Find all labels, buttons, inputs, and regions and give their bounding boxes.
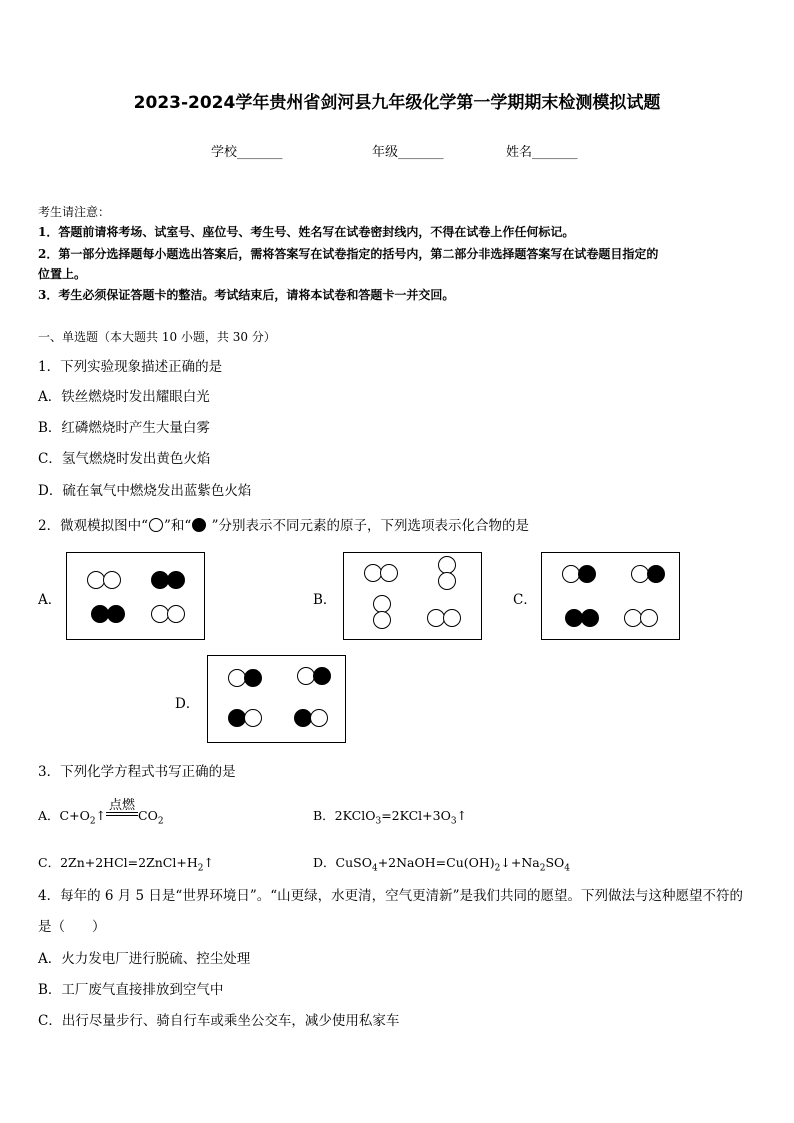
- q3-b-sub-2: 3: [450, 816, 457, 827]
- grade-label: 年级: [372, 145, 399, 160]
- q3-d-mid: +2NaOH=Cu(OH): [377, 855, 495, 870]
- q3-option-d[interactable]: [313, 853, 570, 874]
- page-title: 2023-2024学年贵州省剑河县九年级化学第一学期期末检测模拟试题: [133, 93, 661, 113]
- q3-a-sub-1: 2: [89, 816, 96, 827]
- molecule-white-black: [562, 565, 596, 583]
- q2-option-b-label[interactable]: B．: [313, 592, 337, 608]
- q2-option-c-label[interactable]: C．: [513, 592, 537, 608]
- molecule-white-black: [297, 667, 331, 685]
- q1-option-b[interactable]: B．红磷燃烧时产生大量白雾: [38, 420, 210, 436]
- q3-c-text: C．2Zn+2HCl=2ZnCl+H: [38, 855, 198, 870]
- notice-item-2-cont: 位置上。: [38, 267, 87, 281]
- molecule-black-black: [151, 571, 185, 589]
- q3-d-text: D．CuSO: [313, 855, 372, 870]
- q3-b-sub-1: 3: [375, 816, 382, 827]
- q1-stem: 1．下列实验现象描述正确的是: [38, 359, 223, 375]
- q3-d-sub-3: 2: [539, 863, 546, 874]
- q3-d-sub-2: 2: [494, 863, 501, 874]
- q3-d-mid-3: SO: [545, 855, 565, 870]
- molecule-white-white: [624, 609, 658, 627]
- name-label: 姓名: [506, 145, 533, 160]
- name-field[interactable]: [506, 141, 578, 160]
- molecule-white-white-vertical: [438, 556, 456, 590]
- q3-b-mid: =2KCl+3O: [381, 808, 451, 823]
- q2-stem-post: ”分别表示不同元素的原子，下列选项表示化合物的是: [207, 518, 530, 534]
- black-atom-icon: [192, 518, 206, 532]
- q3-b-text: B．2KClO: [313, 808, 376, 823]
- q1-option-d[interactable]: D．硫在氧气中燃烧发出蓝紫色火焰: [38, 483, 252, 499]
- molecule-black-black: [565, 609, 599, 627]
- molecule-black-white: [228, 709, 262, 727]
- molecule-white-white: [427, 609, 461, 627]
- molecule-white-black: [228, 669, 262, 687]
- q1-option-a[interactable]: A．铁丝燃烧时发出耀眼白光: [38, 389, 210, 405]
- q3-stem: 3．下列化学方程式书写正确的是: [38, 764, 236, 780]
- molecule-white-white: [87, 571, 121, 589]
- grade-field[interactable]: [372, 141, 444, 160]
- q4-stem-line-1: 4．每年的 6 月 5 日是“世界环境日”。“山更绿，水更清，空气更清新”是我们共同的愿望。下列做法与这种愿望不符的: [38, 888, 744, 904]
- q3-a-reactants: A．C+O: [38, 808, 90, 823]
- school-label: 学校: [211, 145, 238, 160]
- q4-stem-line-2: 是（ ）: [38, 919, 106, 935]
- q2-stem: [38, 514, 529, 534]
- q2-option-a-diagram[interactable]: [66, 552, 205, 640]
- q3-c-sub: 2: [197, 863, 204, 874]
- q1-option-c[interactable]: C．氢气燃烧时发出黄色火焰: [38, 451, 211, 467]
- q2-option-d-label[interactable]: D．: [175, 696, 200, 712]
- molecule-white-white: [364, 564, 398, 582]
- school-blank: _______: [237, 145, 283, 160]
- q3-a-condition: [106, 798, 138, 820]
- notice-item-2: 2．第一部分选择题每小题选出答案后，需将答案写在试卷指定的括号内，第二部分非选择题答案写在试卷题目指定的: [38, 247, 659, 261]
- q2-stem-pre: 2．微观模拟图中“: [38, 518, 148, 534]
- molecule-black-black: [91, 605, 125, 623]
- q3-option-c[interactable]: [38, 853, 214, 874]
- q3-c-end: ↑: [203, 855, 214, 870]
- molecule-white-white-vertical: [373, 595, 391, 629]
- notice-item-1: 1．答题前请将考场、试室号、座位号、考生号、姓名写在试卷密封线内，不得在试卷上作任何标记。: [38, 225, 575, 239]
- q3-b-end: ↑: [456, 808, 468, 823]
- section-heading: 一、单选题（本大题共 10 小题，共 30 分）: [38, 330, 276, 344]
- q3-a-sub-2: 2: [157, 816, 164, 827]
- molecule-black-white: [294, 709, 328, 727]
- q2-option-c-diagram[interactable]: [541, 552, 680, 640]
- q3-a-product: CO: [138, 808, 158, 823]
- q4-option-c[interactable]: C．出行尽量步行、骑自行车或乘坐公交车，减少使用私家车: [38, 1013, 400, 1029]
- q3-a-arrow: ↑: [95, 808, 107, 823]
- molecule-white-black: [631, 565, 665, 583]
- q3-d-sub-4: 4: [564, 863, 571, 874]
- q3-a-condition-text: 点燃: [109, 798, 136, 813]
- school-field[interactable]: [211, 141, 283, 160]
- grade-blank: _______: [398, 145, 444, 160]
- molecule-white-white: [151, 605, 185, 623]
- q2-option-d-diagram[interactable]: [207, 655, 346, 743]
- q3-option-b[interactable]: [313, 806, 467, 827]
- name-blank: _______: [532, 145, 578, 160]
- q3-d-mid-2: ↓+Na: [500, 855, 540, 870]
- q3-d-sub-1: 4: [371, 863, 378, 874]
- q2-stem-mid: ”和“: [164, 518, 192, 534]
- q4-option-b[interactable]: B．工厂废气直接排放到空气中: [38, 982, 224, 998]
- notice-item-3: 3．考生必须保证答题卡的整洁。考试结束后，请将本试卷和答题卡一并交回。: [38, 288, 455, 302]
- notice-heading: 考生请注意：: [38, 205, 111, 219]
- q2-option-b-diagram[interactable]: [343, 552, 482, 640]
- q4-option-a[interactable]: A．火力发电厂进行脱硫、控尘处理: [38, 951, 251, 967]
- q3-option-a[interactable]: [38, 798, 164, 827]
- white-atom-icon: [149, 518, 163, 532]
- q2-option-a-label[interactable]: A．: [38, 592, 62, 608]
